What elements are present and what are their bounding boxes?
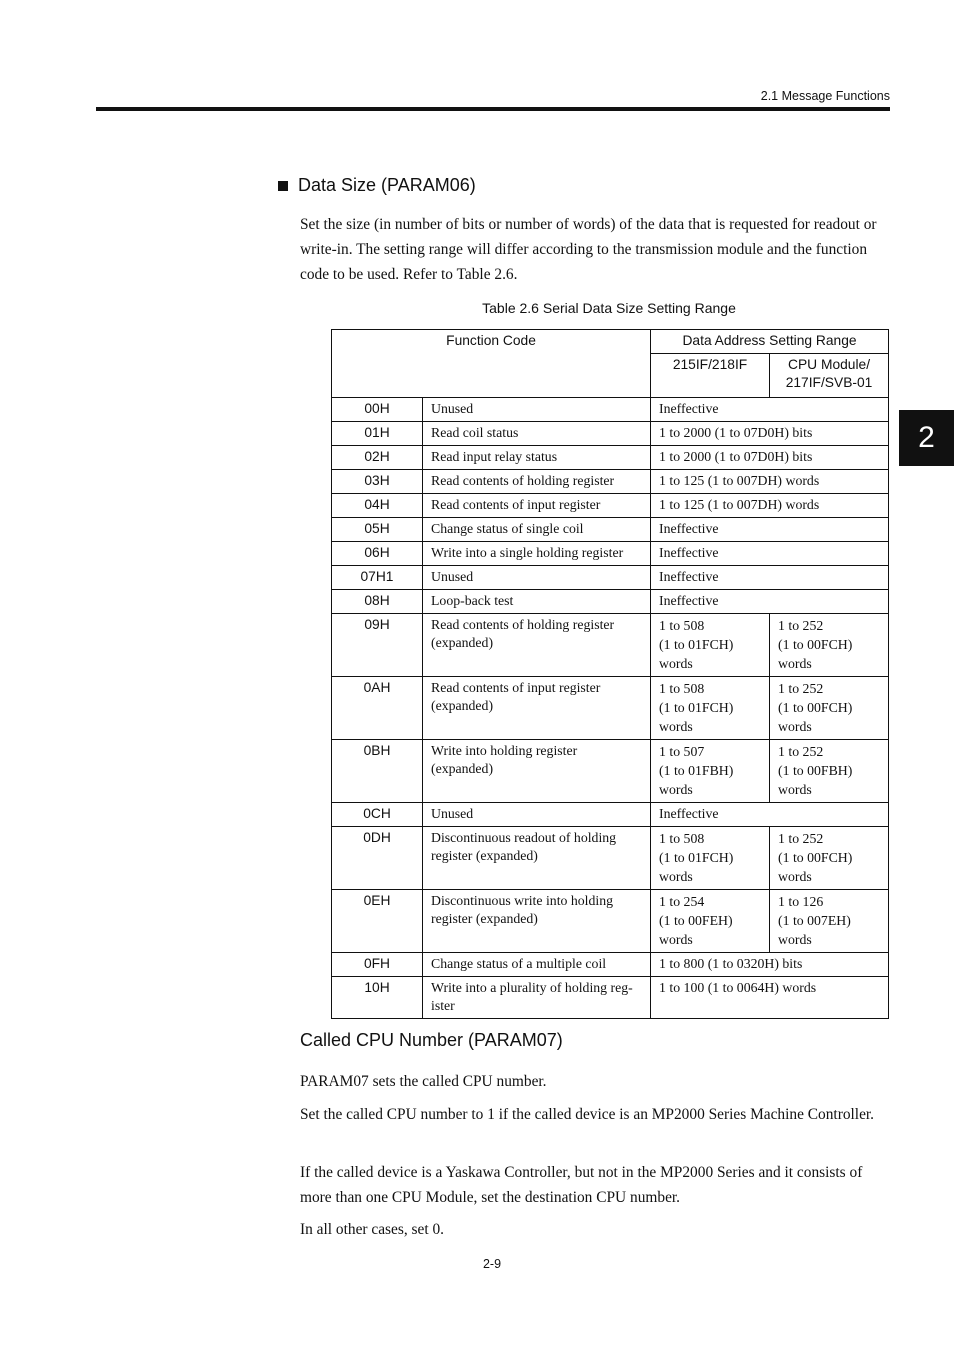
description-cell: Read contents of holding register (expanded) <box>423 614 651 677</box>
range-line: words <box>659 932 693 947</box>
table-row <box>332 953 889 977</box>
table-caption: Table 2.6 Serial Data Size Setting Range <box>482 300 736 316</box>
description-cell: Read contents of input register <box>423 494 651 518</box>
range-215if-cell <box>651 890 770 953</box>
description-cell: Discontinuous readout of holding register (expanded) <box>423 827 651 890</box>
table-row <box>332 803 889 827</box>
cpu-paragraph-3: If the called device is a Yaskawa Controller, but not in the MP2000 Series and it consists of more than one CPU Module, set the destination CPU number. <box>300 1164 863 1206</box>
header-range: Data Address Setting Range <box>651 330 889 354</box>
function-code-cell: 01H <box>332 422 423 446</box>
function-code-cell: 0BH <box>332 740 423 803</box>
range-line: words <box>778 869 812 884</box>
range-line: 1 to 507 <box>659 744 705 759</box>
cpu-paragraph-2: Set the called CPU number to 1 if the called device is an MP2000 Series Machine Controller. <box>300 1106 875 1123</box>
function-code-cell: 02H <box>332 446 423 470</box>
square-bullet-icon <box>278 181 288 191</box>
range-cpu-cell <box>770 740 889 803</box>
range-line: words <box>659 782 693 797</box>
description-cell: Unused <box>423 803 651 827</box>
header-215if: 215IF/218IF <box>651 354 770 398</box>
function-code-cell: 09H <box>332 614 423 677</box>
table-row <box>332 677 889 740</box>
range-line: (1 to 01FCH) <box>659 850 734 865</box>
table-row <box>332 542 889 566</box>
function-code-cell: 0DH <box>332 827 423 890</box>
table-row <box>332 614 889 677</box>
function-code-cell: 03H <box>332 470 423 494</box>
range-line: (1 to 007EH) <box>778 913 851 928</box>
table-row <box>332 470 889 494</box>
range-line: 1 to 508 <box>659 681 705 696</box>
range-cpu-cell <box>770 890 889 953</box>
table-row <box>332 398 889 422</box>
section-heading-data-size <box>278 175 476 196</box>
section-heading-text: Data Size (PARAM06) <box>298 175 476 195</box>
function-code-cell: 06H <box>332 542 423 566</box>
description-cell: Read input relay status <box>423 446 651 470</box>
table-row <box>332 494 889 518</box>
function-code-cell: 08H <box>332 590 423 614</box>
header-cpu-module <box>770 354 889 398</box>
range-line: 1 to 252 <box>778 618 824 633</box>
table-row <box>332 422 889 446</box>
table-row <box>332 590 889 614</box>
range-line: (1 to 00FEH) <box>659 913 733 928</box>
range-line: 1 to 252 <box>778 831 824 846</box>
range-line: (1 to 00FCH) <box>778 700 853 715</box>
range-line: (1 to 01FCH) <box>659 700 734 715</box>
header-rule <box>96 107 890 111</box>
description-cell: Unused <box>423 566 651 590</box>
function-code-cell: 0AH <box>332 677 423 740</box>
description-cell: Loop-back test <box>423 590 651 614</box>
description-cell: Read contents of input register (expanded) <box>423 677 651 740</box>
description-cell: Discontinuous write into holding register (expanded) <box>423 890 651 953</box>
range-line: words <box>778 656 812 671</box>
header-cpu-line1: CPU Module/ <box>787 357 871 372</box>
table-row <box>332 446 889 470</box>
table-row <box>332 518 889 542</box>
function-code-cell: 0CH <box>332 803 423 827</box>
range-cell: Ineffective <box>651 590 889 614</box>
range-line: (1 to 01FBH) <box>659 763 734 778</box>
range-cell: Ineffective <box>651 803 889 827</box>
range-line: words <box>659 869 693 884</box>
range-215if-cell <box>651 677 770 740</box>
range-line: words <box>659 656 693 671</box>
table-row <box>332 740 889 803</box>
range-cell: Ineffective <box>651 542 889 566</box>
range-line: 1 to 254 <box>659 894 705 909</box>
data-size-paragraph: Set the size (in number of bits or number of words) of the data that is requested for readout or write-in. The setting range will differ according to the transmission module and the function code to be used. Refer to Table 2.6. <box>300 216 877 283</box>
function-code-cell: 10H <box>332 977 423 1019</box>
section-heading-cpu-number: Called CPU Number (PARAM07) <box>300 1030 563 1050</box>
range-cell: Ineffective <box>651 398 889 422</box>
range-line: 1 to 252 <box>778 681 824 696</box>
table-row <box>332 827 889 890</box>
description-cell: Write into holding register (expanded) <box>423 740 651 803</box>
range-line: words <box>778 932 812 947</box>
description-cell: Read contents of holding register <box>423 470 651 494</box>
description-cell: Write into a single holding register <box>423 542 651 566</box>
range-line: (1 to 00FCH) <box>778 637 853 652</box>
function-code-cell: 0FH <box>332 953 423 977</box>
range-line: 1 to 508 <box>659 831 705 846</box>
range-cell: 1 to 2000 (1 to 07D0H) bits <box>651 422 889 446</box>
running-header: 2.1 Message Functions <box>760 89 890 103</box>
range-cell: 1 to 800 (1 to 0320H) bits <box>651 953 889 977</box>
table-row <box>332 890 889 953</box>
range-cell: 1 to 2000 (1 to 07D0H) bits <box>651 446 889 470</box>
range-line: 1 to 508 <box>659 618 705 633</box>
range-line: 1 to 252 <box>778 744 824 759</box>
header-cpu-line2: 217IF/SVB-01 <box>785 375 873 390</box>
range-line: (1 to 00FBH) <box>778 763 853 778</box>
description-cell: Write into a plurality of holding reg-ister <box>423 977 651 1019</box>
range-line: words <box>659 719 693 734</box>
range-line: 1 to 126 <box>778 894 824 909</box>
range-cell: 1 to 125 (1 to 007DH) words <box>651 470 889 494</box>
description-cell: Change status of a multiple coil <box>423 953 651 977</box>
function-code-cell: 0EH <box>332 890 423 953</box>
cpu-paragraph-1: PARAM07 sets the called CPU number. <box>300 1073 547 1090</box>
range-cpu-cell <box>770 827 889 890</box>
range-line: words <box>778 719 812 734</box>
range-cell: 1 to 100 (1 to 0064H) words <box>651 977 889 1019</box>
description-cell: Change status of single coil <box>423 518 651 542</box>
header-function-code: Function Code <box>332 330 651 398</box>
table-row <box>332 566 889 590</box>
range-cell: Ineffective <box>651 518 889 542</box>
description-cell: Unused <box>423 398 651 422</box>
description-cell: Read coil status <box>423 422 651 446</box>
range-cell: 1 to 125 (1 to 007DH) words <box>651 494 889 518</box>
range-215if-cell <box>651 827 770 890</box>
range-cpu-cell <box>770 677 889 740</box>
table-header-row <box>332 330 889 354</box>
range-215if-cell <box>651 614 770 677</box>
function-code-cell: 04H <box>332 494 423 518</box>
chapter-tab: 2 <box>899 410 954 466</box>
table-row <box>332 977 889 1019</box>
function-code-cell: 07H1 <box>332 566 423 590</box>
cpu-paragraph-4: In all other cases, set 0. <box>300 1221 445 1238</box>
data-size-table <box>331 329 889 1019</box>
range-line: words <box>778 782 812 797</box>
range-cpu-cell <box>770 614 889 677</box>
range-line: (1 to 01FCH) <box>659 637 734 652</box>
function-code-cell: 00H <box>332 398 423 422</box>
range-215if-cell <box>651 740 770 803</box>
function-code-cell: 05H <box>332 518 423 542</box>
range-cell: Ineffective <box>651 566 889 590</box>
range-line: (1 to 00FCH) <box>778 850 853 865</box>
page-number: 2-9 <box>482 1257 502 1271</box>
